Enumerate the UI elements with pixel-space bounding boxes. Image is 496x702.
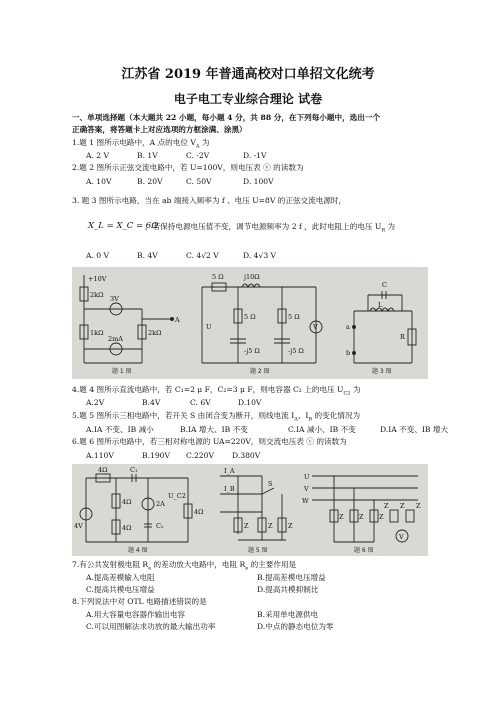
q1-opt-a: A. 2 V bbox=[86, 151, 110, 160]
q4-stem: 4.题 4 图所示直流电路中，若 C₁=2 μ F，C₂=3 μ F，则电容器 C₂ 上的电压 $U_{C2}$ 为 bbox=[72, 385, 361, 397]
fig4-label-4ohm-b: 4Ω bbox=[122, 524, 132, 532]
q3-opt-d: D. 4√3 V bbox=[243, 251, 277, 260]
fig2-caption: 题 2 图 bbox=[250, 368, 270, 375]
q7-opt-b: B.提高差模电压增益 bbox=[257, 573, 326, 582]
fig1-label-2k-right: 2kΩ bbox=[148, 329, 162, 337]
fig2-label-v: V bbox=[313, 323, 318, 331]
fig4-label-4ohm-top: 4Ω bbox=[98, 466, 108, 474]
fig4-label-4ohm: 4Ω bbox=[122, 498, 132, 506]
fig3-label-r: R bbox=[400, 333, 405, 341]
figures-row-1 bbox=[72, 267, 428, 379]
figures-row-1-svg bbox=[72, 267, 428, 379]
q3-opt-b: B. 4V bbox=[137, 251, 158, 260]
fig5-caption: 题 5 图 bbox=[248, 547, 268, 554]
fig6-caption: 题 6 图 bbox=[354, 547, 374, 554]
q6-opt-a: A.110V bbox=[86, 451, 114, 460]
fig4-caption: 题 4 图 bbox=[128, 547, 148, 554]
fig4-label-4ohm-r: 4Ω bbox=[194, 508, 204, 516]
fig5-label-ib: I_B bbox=[224, 485, 235, 493]
q5-opt-a: A.IA 不变、IB 减小 bbox=[86, 425, 154, 434]
fig3-label-b: b bbox=[346, 349, 351, 357]
fig4-label-2a: 2A bbox=[156, 500, 165, 508]
q6-opt-b: B.190V bbox=[142, 451, 170, 460]
fig1-label-10v: +10V bbox=[88, 275, 107, 283]
fig3-caption: 题 3 图 bbox=[372, 368, 392, 375]
q1-stem: 1.题 1 图所示电路中，A 点的电位 $V_A$ 为 bbox=[72, 138, 210, 150]
fig5-label-ia: I_A bbox=[224, 467, 235, 475]
page-title: 江苏省 2019 年普通高校对口单招文化统考 bbox=[121, 67, 375, 82]
fig6-label-w: W bbox=[302, 497, 309, 505]
q2-opt-b: B. 20V bbox=[137, 177, 163, 186]
q5-stem: 5.题 5 图所示三相电路中，若开关 S 由闭合变为断开，则线电流 $I_A$、$I_B$ 的变化情况为 bbox=[72, 411, 361, 423]
fig5-label-z2: Z bbox=[268, 522, 273, 530]
fig1-label-2ma: 2mA bbox=[108, 335, 123, 343]
section-heading-line2: 正确答案，将答题卡上对应选项的方框涂满、涂黑） bbox=[72, 125, 247, 134]
q4-opt-b: B.4V bbox=[142, 398, 161, 407]
q2-opt-d: D. 100V bbox=[243, 177, 274, 186]
fig5-label-z3: Z bbox=[288, 522, 293, 530]
q4-opt-a: A.2V bbox=[86, 398, 105, 407]
fig6-label-voltmeter: V bbox=[399, 533, 404, 541]
q4-opt-c: C. 6V bbox=[190, 398, 211, 407]
q8-opt-d: D.中点的静态电位为零 bbox=[257, 622, 334, 631]
q3-opt-a: A. 0 V bbox=[86, 251, 110, 260]
page-subtitle: 电子电工专业综合理论 试卷 bbox=[173, 92, 323, 106]
q8-stem: 8.下列说法中对 OTL 电路描述错误的是 bbox=[72, 597, 207, 606]
fig1-label-1k: 1kΩ bbox=[90, 329, 104, 337]
fig3-label-a: a bbox=[346, 323, 350, 331]
fig4-label-c1: C₁ bbox=[130, 466, 138, 474]
q8-opt-b: B.采用单电源供电 bbox=[257, 610, 319, 619]
fig2-label-r2: 5 Ω bbox=[244, 313, 256, 321]
figures-row-2-svg bbox=[72, 464, 428, 556]
q2-opt-a: A. 10V bbox=[86, 177, 112, 186]
fig1-label-2k: 2kΩ bbox=[90, 291, 104, 299]
q5-opt-d: D.IA 不变、IB 增大 bbox=[380, 425, 449, 434]
q3-opt-c: C. 4√2 V bbox=[186, 251, 219, 260]
fig1-label-3v: 3V bbox=[110, 295, 119, 303]
fig6-label-z1: Z bbox=[339, 513, 344, 521]
q1-opt-c: C. -2V bbox=[186, 151, 210, 160]
q1-opt-d: D. -1V bbox=[243, 151, 267, 160]
q2-opt-c: C. 50V bbox=[186, 177, 212, 186]
fig6-label-z5: Z bbox=[400, 502, 405, 510]
fig4-label-uc2: U_C2 bbox=[168, 492, 186, 500]
fig6-label-v: V bbox=[304, 485, 309, 493]
figures-row-2 bbox=[72, 464, 428, 556]
q7-stem: 7.有公共发射极电阻 $R_e$ 的差动放大电路中，电阻 $R_e$ 的主要作用是 bbox=[72, 560, 297, 572]
fig6-label-z6: Z bbox=[416, 502, 421, 510]
q6-stem: 6.题 6 图所示电路中，若三相对称电源的 UA=220V，则交流电压表 ⓥ 的读数为 bbox=[72, 437, 347, 446]
q7-opt-d: D.提高共模抑制比 bbox=[257, 585, 319, 594]
fig2-label-r1: 5 Ω bbox=[212, 273, 224, 281]
fig6-label-z2: Z bbox=[359, 513, 364, 521]
q8-opt-a: A.用大容量电容器作输出电容 bbox=[86, 610, 186, 619]
fig1-caption: 题 1 图 bbox=[112, 368, 132, 375]
fig5-label-z1: Z bbox=[244, 522, 249, 530]
q5-opt-b: B.IA 增大、IB 不变 bbox=[180, 425, 248, 434]
q3-formula: X_L = X_C = 6Ω bbox=[88, 221, 159, 231]
q6-opt-c: C.220V bbox=[186, 451, 214, 460]
fig2-label-c2: -j5 Ω bbox=[288, 347, 304, 355]
fig3-label-l: L bbox=[378, 301, 383, 309]
q2-stem: 2.题 2 图所示正弦交流电路中，若 U=100V，则电压表 ⓥ 的读数为 bbox=[72, 163, 304, 172]
fig4-label-c2: C₂ bbox=[156, 522, 164, 530]
q7-opt-a: A.提高差模输入电阻 bbox=[86, 573, 155, 582]
fig2-label-c1: -j5 Ω bbox=[244, 347, 260, 355]
fig6-label-z3: Z bbox=[379, 513, 384, 521]
q8-opt-c: C.可以用图解法求功放的最大输出功率 bbox=[86, 622, 216, 631]
q6-opt-d: D.380V bbox=[232, 451, 261, 460]
q3-line1: 3. 题 3 图所示电路，当在 ab 端接入频率为 f 、电压 U=8V 的正弦交流电源时， bbox=[72, 196, 347, 205]
section-heading-line1: 一、单项选择题（本大题共 22 小题，每小题 4 分，共 88 分，在下列每小题中，选出一个 bbox=[72, 113, 381, 122]
q3-line2: ，若保持电源电压值不变，调节电源频率为 2 f ，此时电阻上的电压 $U_R$ 为 bbox=[145, 222, 396, 234]
fig5-label-s: S bbox=[268, 480, 273, 488]
fig3-label-c: C bbox=[382, 281, 387, 289]
fig1-label-a: A bbox=[175, 316, 180, 324]
q4-opt-d: D.10V bbox=[238, 398, 262, 407]
fig2-label-u: U bbox=[206, 323, 212, 331]
q5-opt-c: C.IA 减小、IB 不变 bbox=[288, 425, 356, 434]
q1-opt-b: B. 1V bbox=[137, 151, 158, 160]
q7-opt-c: C.提高共模电压增益 bbox=[86, 585, 155, 594]
fig2-label-jx: j10Ω bbox=[244, 273, 260, 281]
fig2-label-r3: 5 Ω bbox=[288, 313, 300, 321]
fig4-label-4v: 4V bbox=[74, 522, 83, 530]
fig6-label-z4: Z bbox=[384, 502, 389, 510]
fig6-label-u: U bbox=[304, 473, 310, 481]
